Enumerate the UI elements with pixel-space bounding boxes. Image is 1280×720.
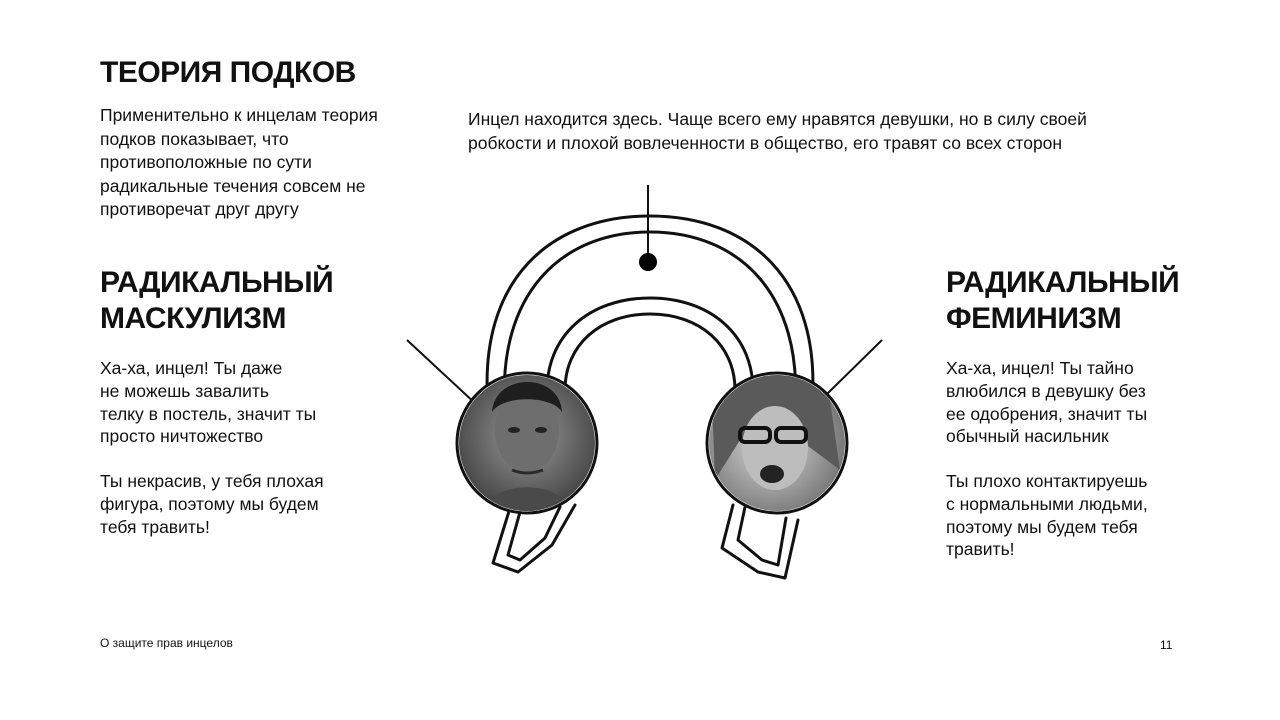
incel-marker-dot bbox=[639, 253, 657, 271]
left-pointer-line bbox=[407, 340, 477, 405]
text-line: поэтому мы будем тебя bbox=[946, 516, 1138, 537]
page-title: ТЕОРИЯ ПОДКОВ bbox=[100, 56, 356, 89]
text-line: влюбился в девушку без bbox=[946, 380, 1146, 401]
text-line: Ты некрасив, у тебя плохая bbox=[100, 471, 324, 491]
text-line: просто ничтожество bbox=[100, 426, 264, 447]
footer-title: О защите прав инцелов bbox=[100, 636, 233, 650]
intro-text: Применительно к инцелам теория подков показывает, что противоположные по сути радикальные течения совсем не противоречат друг другу bbox=[100, 105, 378, 219]
left-paragraph-1 bbox=[100, 357, 360, 448]
right-heading bbox=[946, 265, 1179, 337]
text-line: с нормальными людьми, bbox=[946, 493, 1148, 514]
man-portrait-image bbox=[455, 371, 599, 515]
horseshoe-diagram bbox=[395, 175, 895, 595]
right-heading-line1: РАДИКАЛЬНЫЙ bbox=[946, 266, 1180, 299]
text-line: тебя травить! bbox=[100, 516, 210, 537]
left-paragraph-2 bbox=[100, 470, 360, 538]
left-heading bbox=[100, 265, 333, 337]
right-heading-line2: ФЕМИНИЗМ bbox=[946, 302, 1122, 335]
right-pointer-line bbox=[826, 340, 882, 395]
text-line: ее одобрения, значит ты bbox=[946, 403, 1148, 424]
text-line: Ты плохо контактируешь bbox=[946, 471, 1148, 491]
text-line: телку в постель, значит ты bbox=[100, 403, 317, 424]
incel-position-caption: Инцел находится здесь. Чаще всего ему нравятся девушки, но в силу своей робкости и плохой вовлеченности в общество, его травят со всех сторон bbox=[468, 109, 1087, 153]
left-heading-line2: МАСКУЛИЗМ bbox=[100, 302, 287, 335]
right-paragraph-1 bbox=[946, 357, 1186, 448]
text-line: Ха-ха, инцел! Ты даже bbox=[100, 358, 283, 378]
right-paragraph-2 bbox=[946, 470, 1186, 561]
page-number: 11 bbox=[1160, 638, 1173, 652]
left-heading-line1: РАДИКАЛЬНЫЙ bbox=[100, 266, 334, 299]
text-line: фигура, поэтому мы будем bbox=[100, 493, 319, 514]
text-line: Ха-ха, инцел! Ты тайно bbox=[946, 358, 1134, 378]
text-line: обычный насильник bbox=[946, 426, 1109, 447]
text-line: не можешь завалить bbox=[100, 380, 269, 401]
text-line: травить! bbox=[946, 539, 1015, 560]
woman-portrait-image bbox=[705, 371, 849, 515]
